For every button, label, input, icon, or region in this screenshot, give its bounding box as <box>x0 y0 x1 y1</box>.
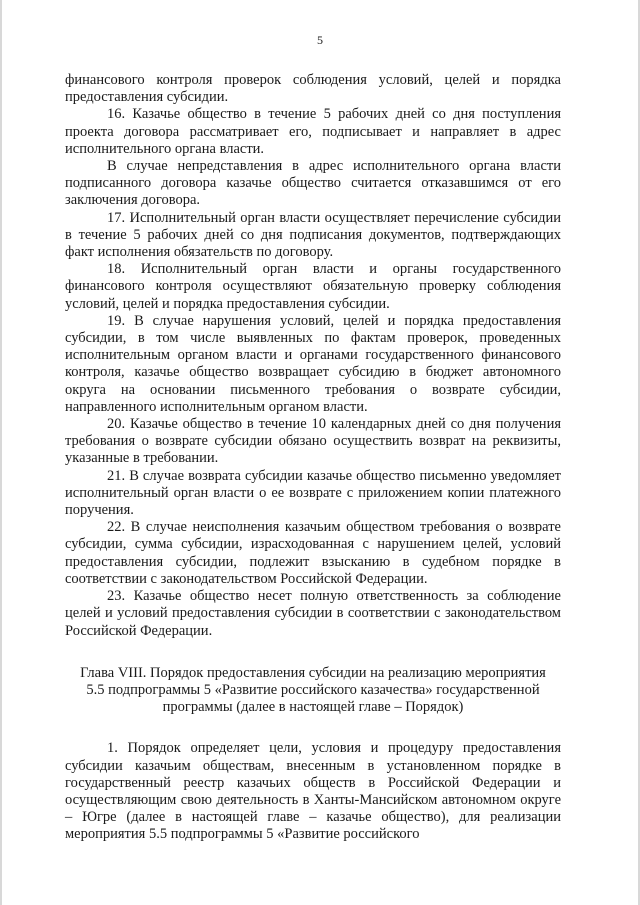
paragraph-20: 20. Казачье общество в течение 10 календарных дней со дня получения требования о возврате субсидии обязано осуществить возврат на реквизиты, указанные в требовании. <box>65 416 561 467</box>
paragraph-continuation: финансового контроля проверок соблюдения условий, целей и порядка предоставления субсидии. <box>65 72 561 106</box>
paragraph-22: 22. В случае неисполнения казачьим обществом требования о возврате субсидии, сумма субсидии, израсходованная с нарушением целей, условий предоставления субсидии, подлежит взысканию в судебном порядке в соответствии с законодательством Российской Федерации. <box>65 519 561 587</box>
document-body <box>65 72 561 844</box>
paragraph-23: 23. Казачье общество несет полную ответственность за соблюдение целей и условий предоставления субсидии в соответствии с законодательством Российской Федерации. <box>65 588 561 639</box>
page-number: 5 <box>317 33 323 47</box>
scan-edge-left <box>0 0 2 905</box>
paragraph-16-note: В случае непредставления в адрес исполнительного органа власти подписанного договора казачье общество считается отказавшимся от его заключения договора. <box>65 158 561 209</box>
paragraph-17: 17. Исполнительный орган власти осуществляет перечисление субсидии в течение 5 рабочих дней со дня подписания документов, подтверждающих факт исполнения обязательств по договору. <box>65 209 561 261</box>
paragraph-21: 21. В случае возврата субсидии казачье общество письменно уведомляет исполнительный орган власти о ее возврате с приложением копии платежного поручения. <box>65 467 561 519</box>
chapter-heading: Глава VIII. Порядок предоставления субсидии на реализацию мероприятия 5.5 подпрограммы 5 «Развитие российского казачества» государственной программы (далее в настоящей главе – Порядок) <box>80 664 546 716</box>
paragraph-18: 18. Исполнительный орган власти и органы государственного финансового контроля осуществляют обязательную проверку соблюдения условий, целей и порядка предоставления субсидии. <box>65 261 561 312</box>
paragraph-chapter8-1: 1. Порядок определяет цели, условия и процедуру предоставления субсидии казачьим обществам, внесенным в установленном порядке в государственный реестр казачьих обществ в Российской Федерации и осуществляющим свою деятельность в Ханты-Мансийском автономном округе – Югре (далее в настоящей главе – казачье общество), для реализации мероприятия 5.5 подпрограммы 5 «Развитие российского <box>65 740 561 843</box>
paragraph-19: 19. В случае нарушения условий, целей и порядка предоставления субсидии, в том числе выявленных по фактам проверок, проведенных исполнительным органом власти и органами государственного финансового контроля, казачье общество возвращает субсидию в бюджет автономного округа на основании письменного требования о возврате субсидии, направленного исполнительным органом власти. <box>65 312 561 415</box>
paragraph-16: 16. Казачье общество в течение 5 рабочих дней со дня поступления проекта договора рассматривает его, подписывает и направляет в адрес исполнительного органа власти. <box>65 106 561 157</box>
